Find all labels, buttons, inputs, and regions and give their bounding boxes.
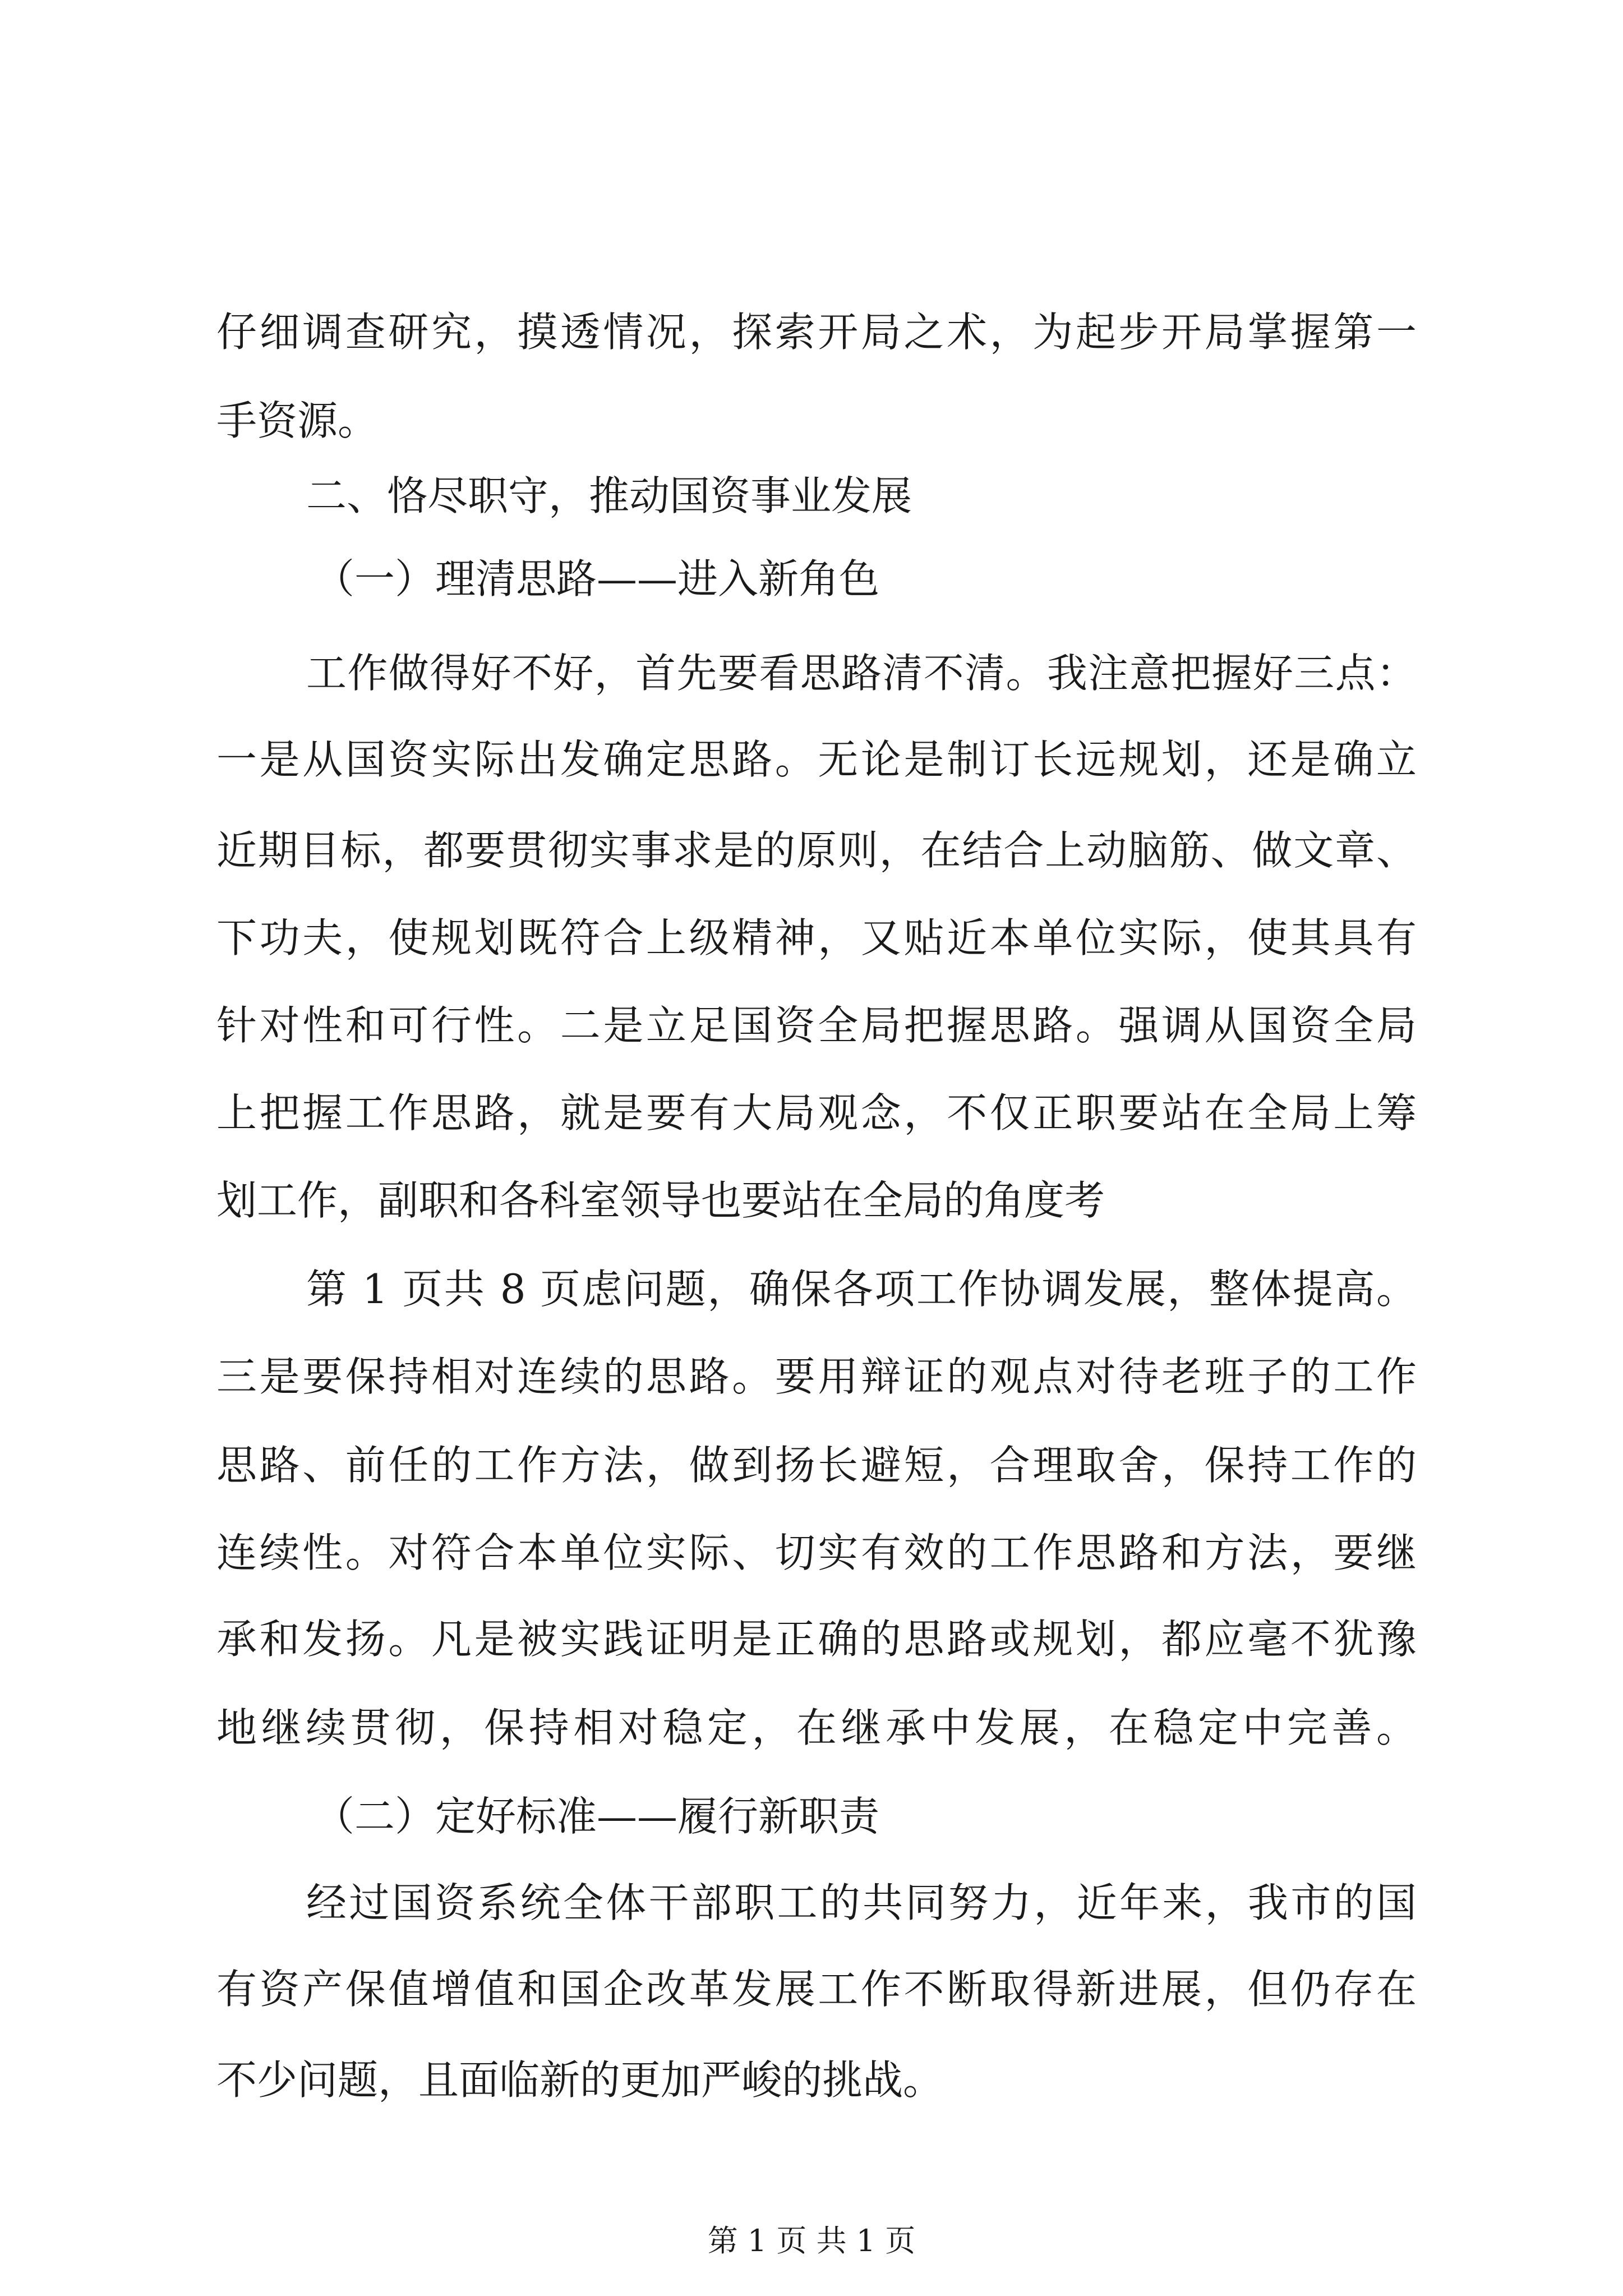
body-line-1: 仔细调查研究，摸透情况，探索开局之术，为起步开局掌握第一 <box>216 309 1417 356</box>
body-line-9: 针对性和可行性。二是立足国资全局把握思路。强调从国资全局 <box>216 1002 1417 1049</box>
body-line-16: 承和发扬。凡是被实践证明是正确的思路或规划，都应毫不犹豫 <box>216 1616 1417 1663</box>
body-line-10: 上把握工作思路，就是要有大局观念，不仅正职要站在全局上筹 <box>216 1089 1417 1137</box>
subsection-heading-2: （二）定好标准——履行新职责 <box>314 1793 880 1840</box>
body-line-20: 有资产保值增值和国企改革发展工作不断取得新进展，但仍存在 <box>216 1966 1417 2013</box>
body-line-13: 三是要保持相对连续的思路。要用辩证的观点对待老班子的工作 <box>216 1353 1417 1400</box>
page-footer: 第 1 页 共 1 页 <box>707 2223 916 2258</box>
body-line-12: 第 1 页共 8 页虑问题，确保各项工作协调发展，整体提高。 <box>306 1266 1417 1313</box>
body-line-8: 下功夫，使规划既符合上级精神，又贴近本单位实际，使其具有 <box>216 914 1417 961</box>
body-line-5: 工作做得好不好，首先要看思路清不清。我注意把握好三点： <box>306 650 1417 697</box>
body-line-11: 划工作，副职和各科室领导也要站在全局的角度考 <box>216 1177 1105 1224</box>
body-line-21: 不少问题，且面临新的更加严峻的挑战。 <box>216 2056 944 2104</box>
body-line-14: 思路、前任的工作方法，做到扬长避短，合理取舍，保持工作的 <box>216 1442 1417 1489</box>
subsection-heading-1: （一）理清思路——进入新角色 <box>314 555 880 602</box>
body-line-2: 手资源。 <box>216 397 379 444</box>
body-line-19: 经过国资系统全体干部职工的共同努力，近年来，我市的国 <box>306 1879 1417 1926</box>
body-line-7: 近期目标，都要贯彻实事求是的原则，在结合上动脑筋、做文章、 <box>216 827 1417 874</box>
body-line-15: 连续性。对符合本单位实际、切实有效的工作思路和方法，要继 <box>216 1529 1417 1576</box>
body-line-17: 地继续贯彻，保持相对稳定，在继承中发展，在稳定中完善。 <box>216 1704 1417 1751</box>
body-line-6: 一是从国资实际出发确定思路。无论是制订长远规划，还是确立 <box>216 736 1417 783</box>
section-heading: 二、恪尽职守，推动国资事业发展 <box>306 472 912 519</box>
